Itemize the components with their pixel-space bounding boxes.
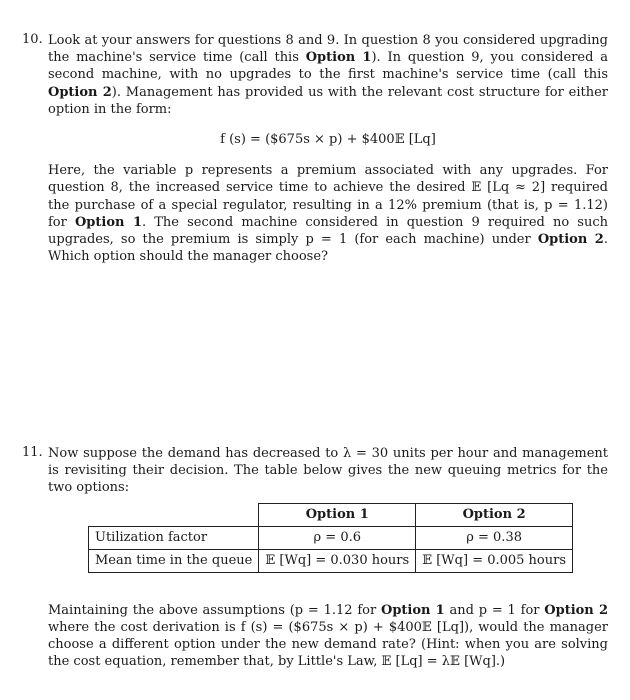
table-cell: ρ = 0.38 [416,526,573,549]
question-10 [22,32,608,265]
question-number: 11. [22,445,43,460]
question-body [48,32,608,265]
table-row [89,526,573,549]
question-10-paragraph-2: Here, the variable p represents a premium associated with any upgrades. For question 8, the increased service time to achieve the desired 𝔼 [Lq ≈ 2] required the purchase of a special regulator, resulting in a 12% premium (that is, p = 1.12) for Option 1. The second machine considered in question 9 required no such upgrades, so the premium is simply p = 1 (for each machine) under Option 2. Which option should the manager choose? [48,163,608,265]
question-11-follow-up: Maintaining the above assumptions (p = 1.12 for Option 1 and p = 1 for Option 2 where the cost derivation is f (s) = ($675s × p) + $400𝔼 [Lq]), would the manager choose a different option under the new demand rate? (Hint: when you are solving the cost equation, remember that, by Little's Law, 𝔼 [Lq] = λ𝔼 [Wq].) [48,602,608,670]
question-body [48,445,608,670]
table-header-cell: Option 2 [416,503,573,526]
table-cell: Mean time in the queue [89,549,259,572]
table-header-row [89,503,573,526]
table-cell: Utilization factor [89,526,259,549]
table-row [89,549,573,572]
cost-equation: f (s) = ($675s × p) + $400𝔼 [Lq] [220,132,436,148]
queuing-metrics-table [88,503,573,573]
question-11-intro: Now suppose the demand has decreased to λ = 30 units per hour and management is revisiting their decision. The table below gives the new queuing metrics for the two options: [48,446,608,496]
table-header-cell: Option 1 [259,503,416,526]
table-cell: 𝔼 [Wq] = 0.005 hours [416,549,573,572]
question-number: 10. [22,32,43,47]
table-cell: ρ = 0.6 [259,526,416,549]
question-11 [22,445,608,670]
table-cell: 𝔼 [Wq] = 0.030 hours [259,549,416,572]
table-header-cell [89,503,259,526]
question-10-paragraph-1: Look at your answers for questions 8 and 9. In question 8 you considered upgrading the machine's service time (call this Option 1). In question 9, you considered a second machine, with no upgrades to the first machine's service time (call this Option 2). Management has provided us with the relevant cost structure for either option in the form: [48,33,608,117]
